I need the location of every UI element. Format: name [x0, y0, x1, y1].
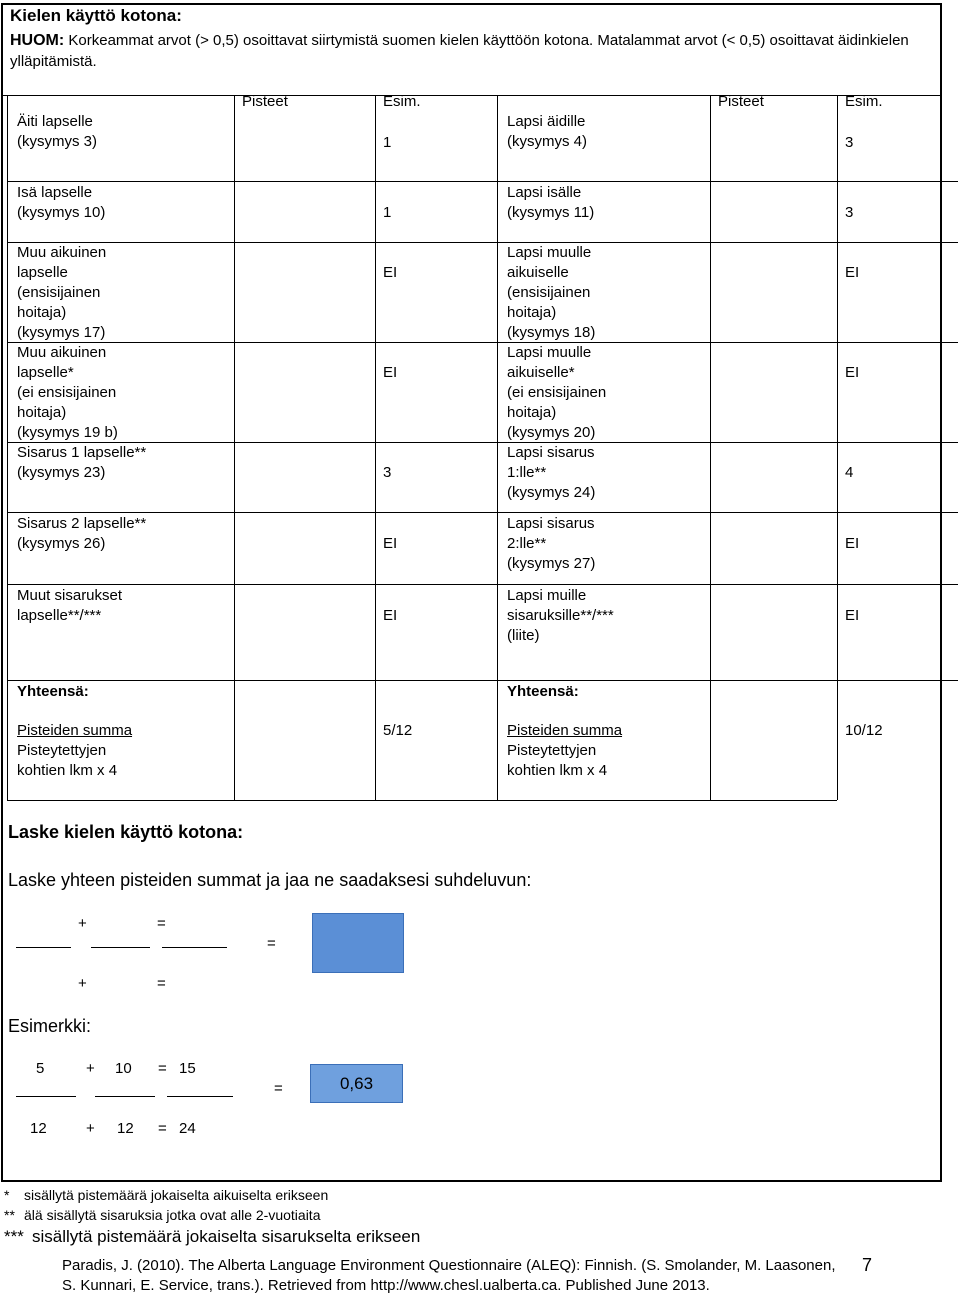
calc-instruction: Laske yhteen pisteiden summat ja jaa ne saadaksesi suhdeluvun: [8, 870, 532, 890]
page-number: 7 [862, 1255, 873, 1275]
formula-numerator: Pisteiden summa [17, 722, 133, 739]
row-label: Lapsi muulle aikuiselle* (ei ensisijainen hoitaja) (kysymys 20) [507, 344, 607, 441]
section-title-home-language: Kielen käyttö kotona: [10, 6, 182, 25]
grid-line [7, 242, 958, 243]
blank-line [95, 1096, 155, 1097]
row-label: Lapsi muulle aikuiselle (ensisijainen hoitaja) (kysymys 18) [507, 244, 596, 341]
example-value: 1 [383, 134, 392, 151]
example-number: 10 [115, 1060, 132, 1077]
note-label: HUOM: [10, 32, 65, 49]
plus-sign: + [78, 915, 87, 932]
formula-denominator: Pisteytettyjen kohtien lkm x 4 [17, 742, 118, 779]
grid-line [837, 95, 838, 800]
note-text: Korkeammat arvot (> 0,5) osoittavat siirtymistä suomen kielen käyttöön kotona. Matalammat arvot (< 0,5) osoittavat äidinkielen ylläpitämistä. [10, 32, 909, 70]
grid-line [710, 95, 711, 800]
row-label: Lapsi isälle (kysymys 11) [507, 184, 595, 221]
row-label: Sisarus 1 lapselle** (kysymys 23) [17, 444, 147, 481]
grid-line [7, 800, 837, 801]
equals-sign: = [274, 1080, 283, 1097]
example-number: 12 [117, 1120, 134, 1137]
example-number: 24 [179, 1120, 196, 1137]
grid-line [7, 181, 958, 182]
footnote [4, 1227, 420, 1247]
example-value: EI [383, 607, 398, 624]
example-value: EI [383, 364, 398, 381]
example-value: EI [845, 264, 860, 281]
example-label: Esimerkki: [8, 1016, 92, 1036]
grid-line [7, 442, 958, 443]
blank-line [167, 1096, 233, 1097]
equals-sign: = [158, 1060, 167, 1077]
plus-sign: + [78, 975, 87, 992]
grid-line [7, 95, 8, 800]
example-result: 0,63 [339, 1073, 374, 1093]
blank-line [16, 947, 71, 948]
row-label: Muut sisarukset lapselle**/*** [17, 587, 123, 624]
row-label: Lapsi äidille (kysymys 4) [507, 113, 587, 150]
example-result-box [310, 1064, 403, 1103]
header-divider [2, 95, 942, 96]
example-number: 5 [36, 1060, 45, 1077]
column-header-example: Esim. [845, 93, 883, 110]
calc-title: Laske kielen käyttö kotona: [8, 822, 244, 842]
row-label: Äiti lapselle (kysymys 3) [17, 113, 97, 150]
note [10, 30, 910, 72]
example-number: 15 [179, 1060, 196, 1077]
example-value: 4 [845, 464, 854, 481]
page-frame [1, 3, 942, 1182]
result-box[interactable] [312, 913, 404, 973]
grid-line [234, 95, 235, 800]
row-label: Muu aikuinen lapselle (ensisijainen hoitaja) (kysymys 17) [17, 244, 107, 341]
example-value: EI [383, 535, 398, 552]
footnote-text: sisällytä pistemäärä jokaiselta sisarukselta erikseen [32, 1227, 421, 1246]
example-value: 3 [383, 464, 392, 481]
totals-label: Yhteensä: [17, 683, 89, 700]
equals-sign: = [157, 975, 166, 992]
example-value: EI [845, 535, 860, 552]
footnote-mark: ** [4, 1207, 15, 1223]
row-label: Isä lapselle (kysymys 10) [17, 184, 106, 221]
row-label: Lapsi sisarus 2:lle** (kysymys 27) [507, 515, 596, 572]
totals-label: Yhteensä: [507, 683, 579, 700]
column-header-example: Esim. [383, 93, 421, 110]
example-value: EI [845, 607, 860, 624]
footnote-text: älä sisällytä sisaruksia jotka ovat alle 2-vuotiaita [24, 1207, 321, 1223]
example-value: 3 [845, 134, 854, 151]
footnote-text: sisällytä pistemäärä jokaiselta aikuiselta erikseen [24, 1187, 329, 1203]
grid-line [497, 95, 498, 800]
grid-line [375, 95, 376, 800]
blank-line [162, 947, 227, 948]
grid-line [7, 680, 958, 681]
footnote [4, 1187, 328, 1203]
column-header-points: Pisteet [718, 93, 764, 110]
equals-sign: = [157, 915, 166, 932]
grid-line [7, 584, 958, 585]
row-label: Muu aikuinen lapselle* (ei ensisijainen hoitaja) (kysymys 19 b) [17, 344, 118, 441]
formula-numerator: Pisteiden summa [507, 722, 623, 739]
formula-denominator: Pisteytettyjen kohtien lkm x 4 [507, 742, 608, 779]
row-label: Sisarus 2 lapselle** (kysymys 26) [17, 515, 147, 552]
blank-line [16, 1096, 76, 1097]
footnote [4, 1207, 320, 1223]
equals-sign: = [158, 1120, 167, 1137]
blank-line [91, 947, 150, 948]
column-header-points: Pisteet [242, 93, 288, 110]
example-value: 1 [383, 204, 392, 221]
grid-line [7, 512, 958, 513]
plus-sign: + [86, 1120, 95, 1137]
total-value: 10/12 [845, 722, 883, 739]
example-value: EI [845, 364, 860, 381]
equals-sign: = [267, 935, 276, 952]
grid-line [7, 342, 958, 343]
row-label: Lapsi sisarus 1:lle** (kysymys 24) [507, 444, 596, 501]
total-value: 5/12 [383, 722, 413, 739]
example-value: 3 [845, 204, 854, 221]
example-value: EI [383, 264, 398, 281]
reference: Paradis, J. (2010). The Alberta Language Environment Questionnaire (ALEQ): Finnish. (S. Smolander, M. Laasonen, S. Kunnari, E. Service, trans.). Retrieved from http://www.chesl.ualberta.ca. Published June 2013. [62, 1257, 836, 1294]
footnote-mark: *** [4, 1227, 24, 1246]
row-label: Lapsi muille sisaruksille**/*** (liite) [507, 587, 614, 644]
example-number: 12 [30, 1120, 47, 1137]
footnote-mark: * [4, 1187, 10, 1203]
plus-sign: + [86, 1060, 95, 1077]
